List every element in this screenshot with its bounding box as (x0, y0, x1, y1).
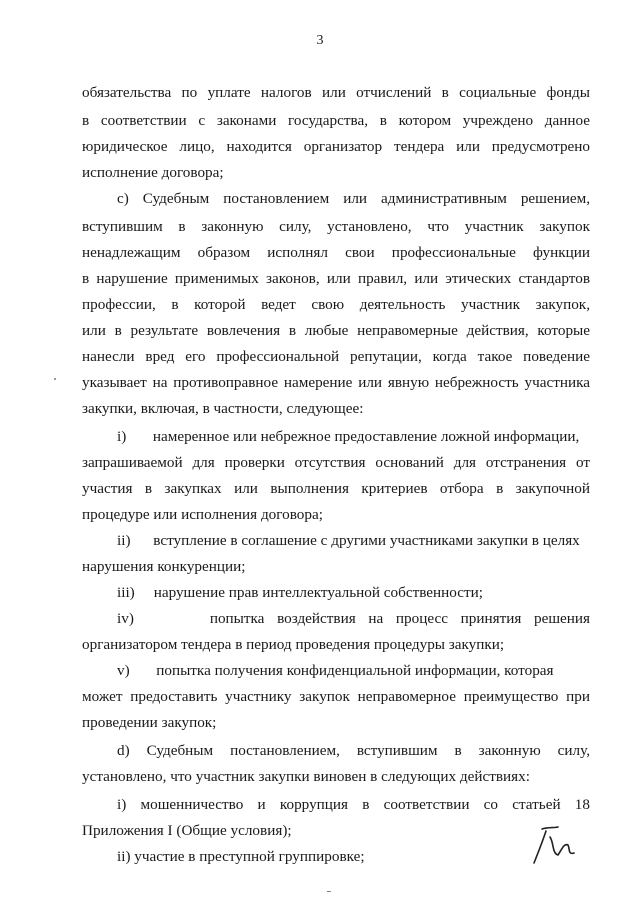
margin-mark (327, 891, 331, 892)
text-line: участия в закупках или выполнения критериев отбора в закупочной (82, 480, 590, 497)
text-line: запрашиваемой для проверки отсутствия оснований для отстранения от (82, 454, 590, 471)
text-line: в нарушение применимых законов, или правил, или этических стандартов (82, 270, 590, 287)
text-line: в соответствии с законами государства, в котором учреждено данное (82, 112, 590, 129)
text-line: может предоставить участнику закупок неправомерное преимущество при (82, 688, 590, 705)
text-line: установлено, что участник закупки виновен в следующих действиях: (82, 768, 530, 785)
paragraph-d-line: d) Судебным постановлением, вступившим в законную силу, (117, 742, 590, 759)
text-line: закупки, включая, в частности, следующее: (82, 400, 364, 417)
text-line: Приложения I (Общие условия); (82, 822, 292, 839)
list-item-iii: iii) нарушение прав интеллектуальной собственности; (117, 584, 483, 601)
list-item-i: i) намеренное или небрежное предоставление ложной информации, (117, 428, 580, 445)
list-item-v: v) попытка получения конфиденциальной информации, которая (117, 662, 554, 679)
text-line: нанесли вред его профессиональной репутации, когда такое поведение (82, 348, 590, 365)
text-line: организатором тендера в период проведения процедуры закупки; (82, 636, 505, 653)
text-line: обязательства по уплате налогов или отчислений в социальные фонды (82, 84, 590, 101)
text-line: вступившим в законную силу, установлено, что участник закупок (82, 218, 590, 235)
margin-mark (54, 378, 56, 380)
text-line: юридическое лицо, находится организатор тендера или предусмотрено (82, 138, 590, 155)
text-line: проведении закупок; (82, 714, 217, 731)
list-item-d-i: i) мошенничество и коррупция в соответствии со статьей 18 (117, 796, 590, 813)
text-line: исполнение договора; (82, 164, 224, 181)
list-item-iv: iv) попытка воздействия на процесс принятия решения (117, 610, 590, 627)
text-line: процедуре или исполнения договора; (82, 506, 323, 523)
text-line: профессии, в которой ведет свою деятельность участник закупок, (82, 296, 590, 313)
list-item-d-ii: ii) участие в преступной группировке; (117, 848, 365, 865)
text-line: нарушения конкуренции; (82, 558, 246, 575)
text-line: указывает на противоправное намерение или явную небрежность участника (82, 374, 590, 391)
page-number: 3 (316, 33, 324, 48)
paragraph-c-line: c) Судебным постановлением или административным решением, (117, 190, 590, 207)
list-item-ii: ii) вступление в соглашение с другими участниками закупки в целях (117, 532, 580, 549)
signature-initials (528, 823, 578, 865)
text-line: ненадлежащим образом исполнял свои профессиональные функции (82, 244, 590, 261)
text-line: или в результате вовлечения в любые неправомерные действия, которые (82, 322, 590, 339)
